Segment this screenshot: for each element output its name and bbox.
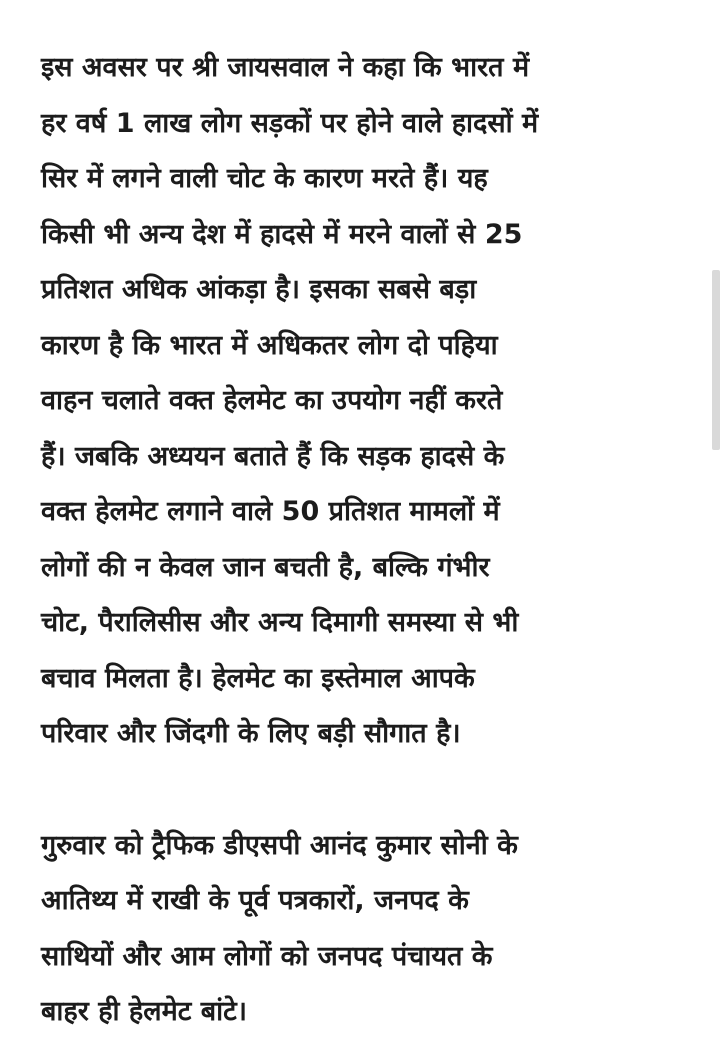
text-line: प्रतिशत अधिक आंकड़ा है। इसका सबसे बड़ा — [41, 274, 477, 305]
text-line: साथियों और आम लोगों को जनपद पंचायत के — [41, 940, 493, 972]
text-line: वक्त हेलमेट लगाने वाले 50 प्रतिशत मामलों में — [41, 496, 500, 527]
text-line: हर वर्ष 1 लाख लोग सड़कों पर होने वाले हादसों में — [41, 107, 539, 139]
article-body — [41, 40, 681, 1040]
text-line: परिवार और जिंदगी के लिए बड़ी सौगात है। — [41, 718, 461, 749]
text-line: गुरुवार को ट्रैफिक डीएसपी आनंद कुमार सोनी के — [41, 829, 518, 861]
text-line: वाहन चलाते वक्त हेलमेट का उपयोग नहीं करते — [41, 385, 503, 416]
text-line: इस अवसर पर श्री जायसवाल ने कहा कि भारत में — [41, 52, 530, 83]
text-line: आतिथ्य में राखी के पूर्व पत्रकारों, जनपद के — [41, 885, 469, 916]
text-line: बचाव मिलता है। हेलमेट का इस्तेमाल आपके — [41, 662, 475, 694]
text-line: सिर में लगने वाली चोट के कारण मरते हैं। यह — [41, 163, 488, 194]
text-line: चोट, पैरालिसीस और अन्य दिमागी समस्या से भी — [41, 607, 519, 638]
article-paragraph-1 — [41, 40, 681, 762]
text-line: लोगों की न केवल जान बचती है, बल्कि गंभीर — [41, 551, 490, 583]
text-line: कारण है कि भारत में अधिकतर लोग दो पहिया — [41, 329, 498, 361]
paragraph-spacer — [41, 762, 681, 818]
text-line: हैं। जबकि अध्ययन बताते हैं कि सड़क हादसे के — [41, 440, 505, 472]
text-line: बाहर ही हेलमेट बांटे। — [41, 996, 247, 1027]
scrollbar-thumb[interactable] — [712, 270, 720, 450]
article-paragraph-2 — [41, 818, 681, 1040]
text-line: किसी भी अन्य देश में हादसे में मरने वालों से 25 — [41, 218, 523, 250]
